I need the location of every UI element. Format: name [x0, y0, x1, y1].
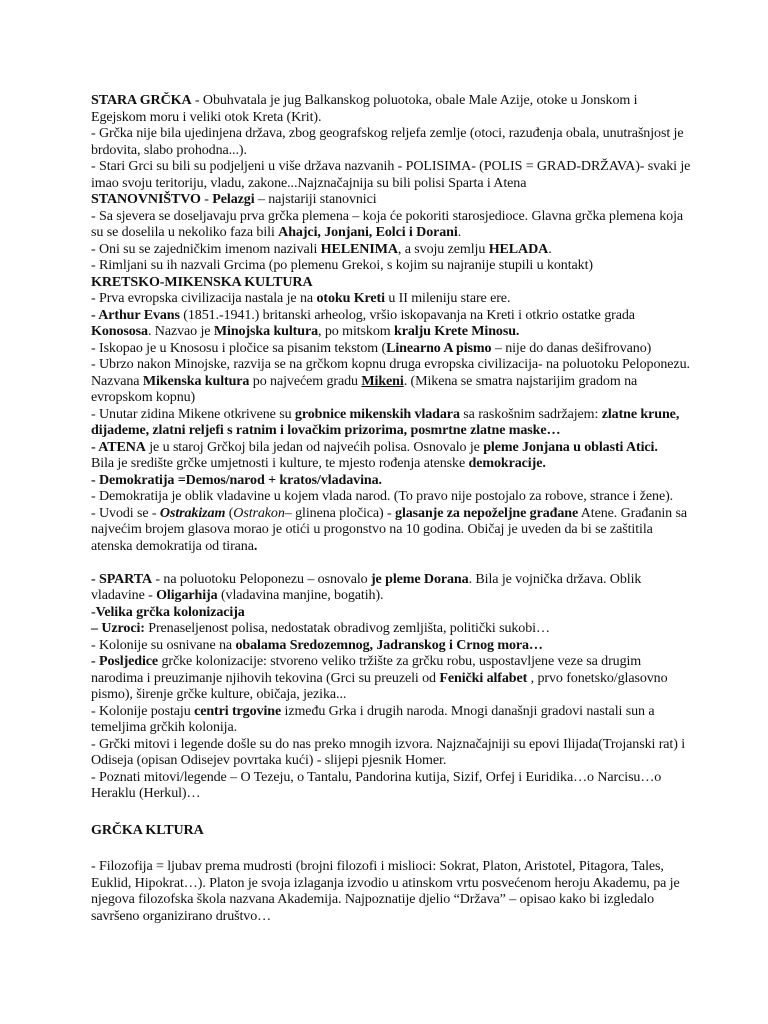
- paragraph-spacer: [91, 838, 691, 858]
- bold-text: kralju Krete Minosu.: [394, 323, 520, 339]
- bold-text: KRETSKO-MIKENSKA KULTURA: [91, 273, 313, 290]
- text-run: - Kolonije postaju: [91, 702, 195, 719]
- text-run: - Oni su se zajedničkim imenom nazivali: [91, 240, 321, 257]
- bold-text: HELENIMA: [320, 240, 398, 257]
- text-run: - Kolonije su osnivane na: [91, 636, 236, 653]
- bold-text: Linearno A pismo: [386, 339, 492, 356]
- text-run: - Grčka nije bila ujedinjena država, zbog geografskog reljefa zemlje (otoci, razuđenja obala, unutrašnjost je brdovita, slabo prohodna...).: [91, 125, 684, 158]
- text-paragraph: [91, 208, 691, 241]
- text-paragraph: [91, 455, 691, 472]
- text-run: - Obuhvatala je jug Balkanskog poluotoka, obale Male Azije, otoke u Jonskom i Egejskom moru i veliki otok Kreta (Krit).: [91, 92, 638, 125]
- bold-text: Mikenska kultura: [142, 372, 250, 389]
- bold-text: STANOVNIŠTVO: [91, 191, 201, 207]
- text-paragraph: [91, 307, 691, 340]
- bold-text: glasanje za nepoželjne građane: [395, 504, 579, 521]
- text-paragraph: [91, 653, 691, 703]
- text-paragraph: [91, 822, 691, 839]
- text-paragraph: [91, 191, 691, 208]
- text-run: – najstariji stanovnici: [254, 191, 377, 207]
- text-paragraph: [91, 505, 691, 555]
- text-run: (: [225, 504, 234, 521]
- bold-text: Fenički alfabet: [439, 669, 528, 686]
- text-paragraph: [91, 125, 691, 158]
- bold-text: Konososa: [91, 323, 148, 339]
- bold-text: - Demokratija =Demos/narod + kratos/vladavina.: [91, 471, 382, 488]
- text-run: - Grčki mitovi i legende došle su do nas preko mnogih izvora. Najznačajniji su epovi Ilijada(Trojanski rat) i Odiseja (opisan Odisejev povrtaka kući) - slijepi pjesnik Homer.: [91, 735, 686, 768]
- text-run: Atene. Građanin sa najvećim brojem glasova morao je otići u progonstvo na 10 godina. Običaj je uveden da bi se zaštitila atenska demokratija od tirana: [91, 504, 688, 554]
- bold-text: Mikeni: [361, 372, 404, 389]
- bold-text: Oligarhija: [156, 587, 218, 603]
- text-run: , a svoju zemlju: [397, 240, 489, 257]
- text-run: Prenaseljenost polisa, nedostatak obradivog zemljišta, politički sukobi…: [144, 620, 550, 636]
- text-paragraph: [91, 858, 691, 924]
- bold-text: .: [253, 537, 258, 554]
- bold-text: zlatne krune, dijademe, zlatni reljefi s ratnim i lovačkim prizorima, posmrtne zlatne maske…: [91, 405, 680, 438]
- paragraph-spacer: [91, 554, 691, 571]
- bold-text: Ahajci, Jonjani, Eolci i Dorani: [278, 224, 458, 240]
- text-run: - Sa sjevera se doseljavaju prva grčka plemena – koja će pokoriti starosjedioce. Glavna grčka plemena koja su se doselila u nekoliko faza bili: [91, 207, 684, 240]
- bold-text: pleme Jonjana u oblasti Atici.: [483, 438, 658, 455]
- bold-text: grobnice mikenskih vladara: [294, 405, 460, 422]
- text-run: – glinena pločica) -: [284, 504, 396, 521]
- bold-text: - Arthur Evans: [91, 306, 180, 323]
- text-run: po najvećem gradu: [249, 372, 362, 389]
- text-run: - Filozofija = ljubav prema mudrosti (brojni filozofi i mislioci: Sokrat, Platon, Aristotel, Pitagora, Tales, Euklid, Hipokrat…). Platon je svoja izlaganja izvodio u atinskom vrtu posvećenom heroju Akademu, pa je njegova filozofska škola nazvana Akademija. Najpoznatije djelio “Država” – opisao kako bi izgledalo savršeno organizirano društvo…: [91, 858, 680, 924]
- text-run: .: [457, 224, 462, 240]
- bold-text: obalama Sredozemnog, Jadranskog i Crnog mora…: [235, 636, 543, 653]
- bold-text: otoku Kreti: [316, 290, 385, 306]
- text-run: . Bila je vojnička država. Oblik vladavine -: [91, 570, 642, 603]
- text-paragraph: [91, 769, 691, 802]
- text-run: -: [200, 191, 213, 207]
- text-paragraph: [91, 356, 691, 406]
- text-run: - Poznati mitovi/legende – O Tezeju, o Tantalu, Pandorina kutija, Sizif, Orfej i Euridika…o Narcisu…o Heraklu (Herkul)…: [91, 768, 662, 801]
- text-run: Bila je središte grčke umjetnosti i kulture, te mjesto rođenja atenske: [91, 455, 469, 471]
- text-paragraph: [91, 92, 691, 125]
- bold-text: GRČKA KLTURA: [91, 821, 204, 838]
- bold-text: HELADA: [488, 240, 549, 257]
- text-run: je u staroj Grčkoj bila jedan od najvećih polisa. Osnovalo je: [145, 438, 484, 455]
- text-run: , prvo fonetsko/glasovno pismo), širenje grčke kulture, običaja, jezika...: [91, 669, 668, 702]
- text-run: .: [548, 240, 552, 257]
- text-paragraph: [91, 637, 691, 654]
- text-paragraph: [91, 472, 691, 489]
- text-run: sa raskošnim sadržajem:: [459, 405, 602, 422]
- text-run: , po mitskom: [318, 323, 394, 339]
- bold-text: Pelazgi: [212, 191, 255, 207]
- text-paragraph: [91, 290, 691, 307]
- text-run: u II mileniju stare ere.: [384, 290, 511, 306]
- text-paragraph: [91, 620, 691, 637]
- bold-text: STARA GRČKA: [91, 92, 192, 108]
- text-run: - Unutar zidina Mikene otkrivene su: [91, 405, 295, 422]
- text-run: - Prva evropska civilizacija nastala je na: [91, 290, 317, 306]
- text-run: (vladavina manjine, bogatih).: [217, 587, 384, 603]
- text-run: (1851.-1941.) britanski arheolog, vršio iskopavanja na Kreti i otkrio ostatke grada: [179, 306, 635, 323]
- bold-text: -Velika grčka kolonizacija: [91, 603, 245, 620]
- bold-text: Ostrakizam: [159, 504, 226, 521]
- text-paragraph: [91, 406, 691, 439]
- text-run: - Stari Grci su bili su podjeljeni u više država nazvanih - POLISIMA- (POLIS = GRAD-DRŽAVA)- svaki je imao svoju teritoriju, vladu, zakone...Najznačajnija su bili polisi Sparta i Atena: [91, 158, 691, 191]
- text-paragraph: [91, 241, 691, 258]
- text-paragraph: [91, 274, 691, 291]
- text-paragraph: [91, 736, 691, 769]
- text-run: - na poluotoku Peloponezu – osnovalo: [152, 570, 371, 587]
- text-paragraph: [91, 158, 691, 191]
- text-paragraph: [91, 703, 691, 736]
- text-run: - Uvodi se -: [91, 504, 160, 521]
- text-paragraph: [91, 604, 691, 621]
- text-paragraph: [91, 257, 691, 274]
- text-run: grčke kolonizacije: stvoreno veliko tržište za grčku robu, uspostavljene veze sa drugim narodima i preuzimanje njihovih tekovina (Grci su preuzeli od: [91, 653, 642, 686]
- bold-text: je pleme Dorana: [370, 570, 469, 587]
- text-run: - Rimljani su ih nazvali Grcima (po plemenu Grekoi, s kojim su najranije stupili u kontakt): [91, 257, 593, 273]
- text-run: - Iskopao je u Knososu i pločice sa pisanim tekstom (: [91, 339, 387, 356]
- text-paragraph: [91, 340, 691, 357]
- bold-text: demokracije.: [468, 455, 546, 471]
- text-run: između Grka i drugih naroda. Mnogi današnji gradovi nastali sun a temeljima grčkih kolonija.: [91, 702, 655, 735]
- text-paragraph: [91, 571, 691, 604]
- paragraph-spacer: [91, 802, 691, 822]
- text-paragraph: [91, 439, 691, 456]
- bold-text: centri trgovine: [194, 702, 282, 719]
- bold-text: - ATENA: [91, 438, 146, 455]
- bold-text: Minojska kultura: [213, 323, 319, 339]
- bold-text: - Posljedice: [91, 653, 159, 669]
- bold-text: - SPARTA: [91, 570, 153, 587]
- text-run: - Demokratija je oblik vladavine u kojem vlada narod. (To pravo nije postojalo za robove, strance i žene).: [91, 488, 674, 504]
- text-run: – nije do danas dešifrovano): [491, 339, 652, 356]
- italic-text: Ostrakon: [233, 504, 285, 521]
- text-paragraph: [91, 488, 691, 505]
- text-run: . Nazvao je: [147, 323, 214, 339]
- bold-text: – Uzroci:: [91, 620, 145, 636]
- text-run: . (Mikena se smatra najstarijim gradom na evropskom kopnu): [91, 372, 638, 405]
- document-body: [91, 92, 691, 924]
- text-run: - Ubrzo nakon Minojske, razvija se na grčkom kopnu druga evropska civilizacija- na poluotoku Peloponezu. Nazvana: [91, 356, 690, 389]
